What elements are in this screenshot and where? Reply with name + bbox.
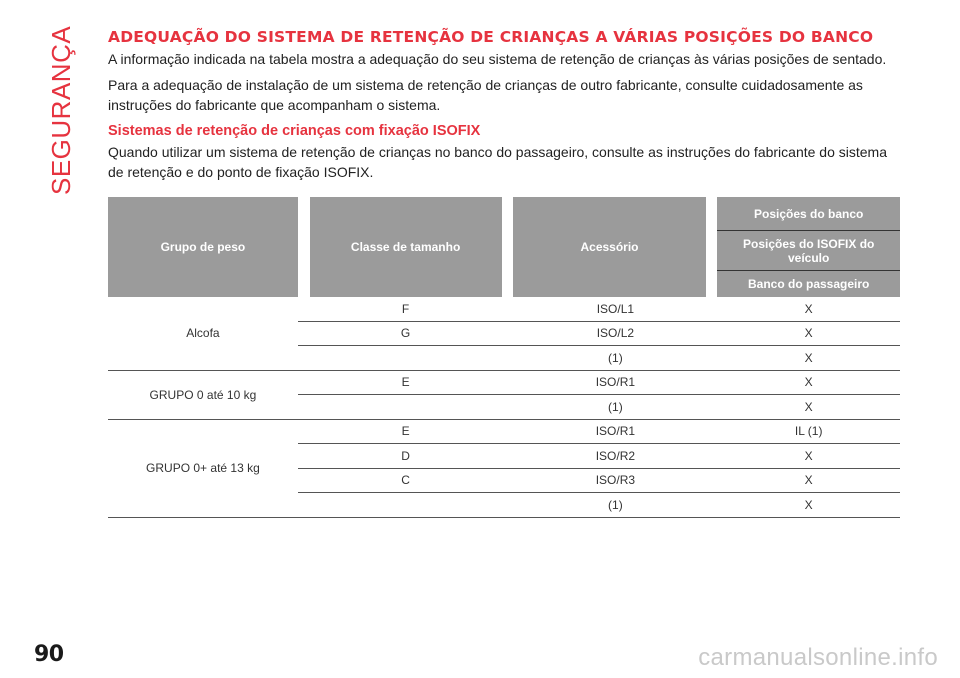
passenger-cell: X [717,444,900,469]
size-class-cell: E [298,420,514,445]
isofix-paragraph: Quando utilizar um sistema de retenção de crianças no banco do passageiro, consulte as instruções do fabricante do sistema de retenção e do ponto de fixação ISOFIX. [108,144,887,180]
table-row [108,420,900,445]
passenger-cell: X [717,371,900,396]
section-side-label: SEGURANÇA [46,25,76,195]
accessory-cell: (1) [513,346,717,371]
accessory-cell: ISO/R2 [513,444,717,469]
accessory-cell: ISO/R3 [513,469,717,494]
intro-paragraph: A informação indicada na tabela mostra a adequação do seu sistema de retenção de crianças às várias posições de sentado. [108,51,887,67]
size-class-cell: E [298,371,514,396]
page-number: 90 [34,642,64,667]
installation-paragraph: Para a adequação de instalação de um sistema de retenção de crianças de outro fabricante, consulte cuidadosamente as instruções do fabricante que acompanham o sistema. [108,77,863,113]
page-content [108,30,900,182]
passenger-cell: X [717,493,900,518]
header-passenger-seat: Banco do passageiro [717,271,900,297]
accessory-cell: ISO/L2 [513,322,717,347]
header-weight-group: Grupo de peso [108,197,298,297]
header-gap [706,197,718,297]
accessory-cell: ISO/L1 [513,297,717,322]
size-class-cell: G [298,322,514,347]
accessory-cell: ISO/R1 [513,371,717,396]
header-gap [502,197,514,297]
accessory-cell: (1) [513,395,717,420]
weight-group-cell: GRUPO 0 até 10 kg [108,371,298,420]
accessory-cell: (1) [513,493,717,518]
table-row [108,297,900,322]
header-seat-positions: Posições do banco [717,197,900,231]
size-class-cell [298,346,514,371]
page-title: ADEQUAÇÃO DO SISTEMA DE RETENÇÃO DE CRIANÇAS A VÁRIAS POSIÇÕES DO BANCO [108,28,874,46]
accessory-cell: ISO/R1 [513,420,717,445]
header-isofix-positions: Posições do ISOFIX do veículo [717,231,900,271]
size-class-cell: F [298,297,514,322]
header-accessory: Acessório [513,197,705,297]
size-class-cell [298,493,514,518]
header-size-class: Classe de tamanho [310,197,502,297]
passenger-cell: X [717,297,900,322]
table-row [108,371,900,396]
passenger-cell: X [717,395,900,420]
size-class-cell: D [298,444,514,469]
weight-group-cell: Alcofa [108,297,298,371]
passenger-cell: X [717,469,900,494]
passenger-cell: IL (1) [717,420,900,445]
size-class-cell [298,395,514,420]
size-class-cell: C [298,469,514,494]
watermark-text: carmanualsonline.info [698,644,938,671]
passenger-cell: X [717,346,900,371]
header-gap [298,197,310,297]
isofix-subheading: Sistemas de retenção de crianças com fixação ISOFIX [108,123,481,139]
weight-group-cell: GRUPO 0+ até 13 kg [108,420,298,518]
passenger-cell: X [717,322,900,347]
isofix-suitability-table [108,197,900,518]
